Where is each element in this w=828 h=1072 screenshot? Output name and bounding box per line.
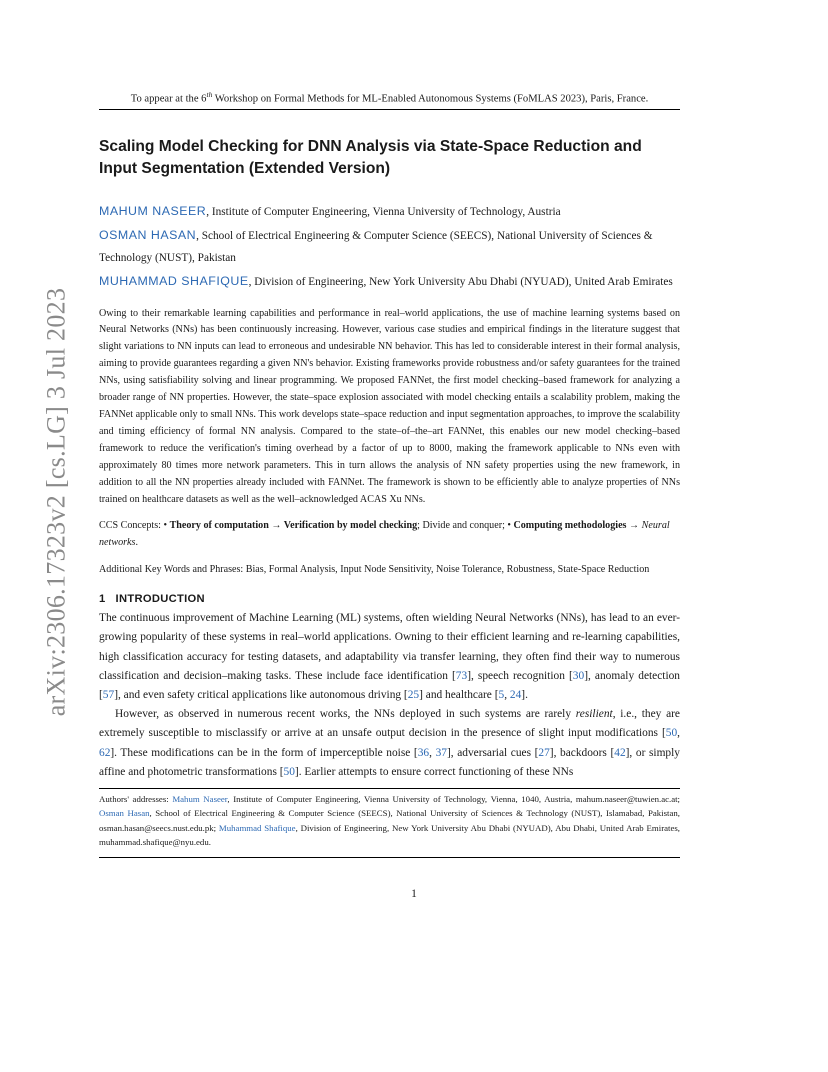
ccs-label: CCS Concepts: •: [99, 520, 170, 532]
text-run: Authors' addresses:: [99, 793, 173, 804]
text-run: ]. Earlier attempts to ensure correct functioning of these NNs: [294, 765, 574, 778]
text-run: ], or simply affine and photometric transformations [: [99, 746, 680, 778]
section-number: 1: [99, 593, 106, 606]
author-affiliation-3: , Division of Engineering, New York University Abu Dhabi (NYUAD), United Arab Emirates: [248, 275, 673, 288]
author-affiliation-2: , School of Electrical Engineering & Computer Science (SEECS), National University of Sciences & Technology (NUST), Pakistan: [99, 229, 653, 264]
author-entry-1: [99, 200, 680, 223]
section-title: INTRODUCTION: [115, 593, 205, 606]
citation-link[interactable]: 42: [614, 746, 626, 759]
citation-link[interactable]: 25: [407, 688, 420, 701]
text-run: ,: [677, 727, 680, 740]
running-header: [99, 90, 680, 110]
citation-link[interactable]: 50: [283, 765, 295, 778]
text-run: , Institute of Computer Engineering, Vienna University of Technology, Vienna, 1040, Austria, mahum.naseer@tuwien.ac.at;: [227, 793, 681, 804]
text-run: ,: [429, 746, 436, 759]
text-run: ], backdoors [: [549, 746, 615, 759]
author-entry-2: [99, 224, 680, 269]
additional-keywords: Additional Key Words and Phrases: Bias, Formal Analysis, Input Node Sensitivity, Noise Tolerance, Robustness, State-Space Reduction: [99, 564, 650, 576]
ccs-concept-2: Computing methodologies: [513, 520, 627, 532]
ccs-concept-2-sub: → Neural networks: [99, 520, 670, 549]
author-entry-3: [99, 270, 680, 293]
text-run: ]. These modifications can be in the form of imperceptible noise [: [110, 746, 418, 759]
intro-paragraph-2: [99, 705, 680, 782]
text-run: The continuous improvement of Machine Learning (ML) systems, often wielding Neural Networks (NNs), has lead to an ever-growing popularity of these systems in real–world applications. Owning to their efficient learning and re-learning capabilities, high classification accuracy for testing datasets, and adaptability via transfer learning, they often find their way to numerous classification and decision–making tasks. These include face identification [: [99, 612, 680, 682]
text-run: ].: [521, 688, 528, 701]
author-affiliation-1: , Institute of Computer Engineering, Vienna University of Technology, Austria: [206, 205, 561, 218]
footnote-bottom-divider: [99, 857, 680, 858]
text-run: However, as observed in numerous recent works, the NNs deployed in such systems are rarely: [115, 708, 576, 721]
author-name-2[interactable]: OSMAN HASAN: [99, 227, 197, 242]
citation-link[interactable]: 30: [572, 669, 585, 682]
text-run: ], and even safety critical applications like autonomous driving [: [114, 688, 408, 701]
citation-link[interactable]: 36: [417, 746, 430, 759]
arxiv-identifier-stamp: [36, 287, 76, 717]
footnote-author-link-1[interactable]: Mahum Naseer: [172, 793, 228, 804]
header-suffix: Workshop on Formal Methods for ML-Enabled Autonomous Systems (FoMLAS 2023), Paris, France.: [212, 93, 649, 105]
text-run: , School of Electrical Engineering & Computer Science (SEECS), National University of Sciences & Technology (NUST), Islamabad, Pakistan, osman.hasan@seecs.nust.edu.pk;: [99, 808, 680, 833]
footnote-author-link-3[interactable]: Muhammad Shafique: [218, 822, 296, 833]
arxiv-identifier-text: arXiv:2306.17323v2 [cs.LG] 3 Jul 2023: [41, 287, 70, 717]
page-number: 1: [411, 888, 417, 900]
citation-link[interactable]: 73: [455, 669, 468, 682]
text-run: ] and healthcare [: [419, 688, 499, 701]
citation-link[interactable]: 57: [102, 688, 115, 701]
citation-link[interactable]: 27: [538, 746, 550, 759]
citation-link[interactable]: 24: [509, 688, 522, 701]
footnote-divider: [99, 788, 680, 789]
citation-link[interactable]: 50: [665, 727, 678, 740]
text-run: ], speech recognition [: [467, 669, 573, 682]
emphasis-resilient: resilient: [575, 708, 613, 721]
citation-link[interactable]: 37: [435, 746, 447, 759]
section-heading-introduction: [99, 593, 680, 605]
header-prefix: To appear at the 6: [130, 93, 207, 105]
paper-page: [99, 90, 680, 858]
author-name-1[interactable]: MAHUM NASEER: [99, 203, 207, 218]
intro-paragraph-1: [99, 609, 680, 705]
ccs-end: .: [135, 537, 138, 549]
paper-title: Scaling Model Checking for DNN Analysis via State-Space Reduction and Input Segmentation (Extended Version): [99, 137, 642, 177]
text-run: ,: [504, 688, 510, 701]
text-run: , Division of Engineering, New York University Abu Dhabi (NYUAD), Abu Dhabi, United Arab Emirates, muhammad.shafique@nyu.edu.: [99, 822, 680, 847]
ccs-concept-1: Theory of computation → Verification by model checking: [169, 520, 418, 532]
author-name-3[interactable]: MUHAMMAD SHAFIQUE: [99, 273, 249, 288]
text-run: ], anomaly detection [: [99, 669, 680, 701]
footnote-author-link-2[interactable]: Osman Hasan: [99, 808, 150, 819]
citation-link[interactable]: 62: [99, 746, 111, 759]
ccs-concept-1-rest: ; Divide and conquer; •: [417, 520, 514, 532]
citation-link[interactable]: 5: [498, 688, 505, 701]
abstract: Owing to their remarkable learning capabilities and performance in real–world applications, the use of machine learning systems based on Neural Networks (NNs) has been continuously increasing. However, various case studies and empirical findings in the literature suggest that slight variations to NN inputs can lead to erroneous and undesirable NN behavior. This has led to considerable interest in their formal analysis, aiming to provide guarantees regarding a given NN's behavior. Existing frameworks provide robustness and/or safety guarantees for the trained NNs, using satisfiability solving and linear programming. We proposed FANNet, the first model checking–based framework for analyzing a broader range of NN properties. However, the state–space explosion associated with model checking entails a scalability problem, making the FANNet applicable only to small NNs. This work develops state–space reduction and input segmentation approaches, to improve the scalability and timing efficiency of formal NN analysis. Compared to the state–of–the–art FANNet, this enables our new model checking–based framework to reduce the verification's timing overhead by a factor of up to 8000, making the framework applicable to NNs even with approximately 80 times more network parameters. This in turn allows the analysis of NN safety properties using the new framework, in addition to all the NN properties already included with FANNet. The framework is shown to be efficiently able to analyze properties of NNs trained on healthcare datasets as well as the well–acknowledged ACAS Xu NNs.: [99, 307, 680, 505]
text-run: , i.e., they are extremely susceptible to misclassify or arrive at an unsafe output decision in the presence of slight input modifications [: [99, 708, 680, 740]
header-superscript: th: [206, 90, 213, 99]
text-run: ], adversarial cues [: [446, 746, 539, 759]
ccs-concepts: [99, 518, 680, 552]
authors-addresses-footnote: [99, 792, 680, 849]
